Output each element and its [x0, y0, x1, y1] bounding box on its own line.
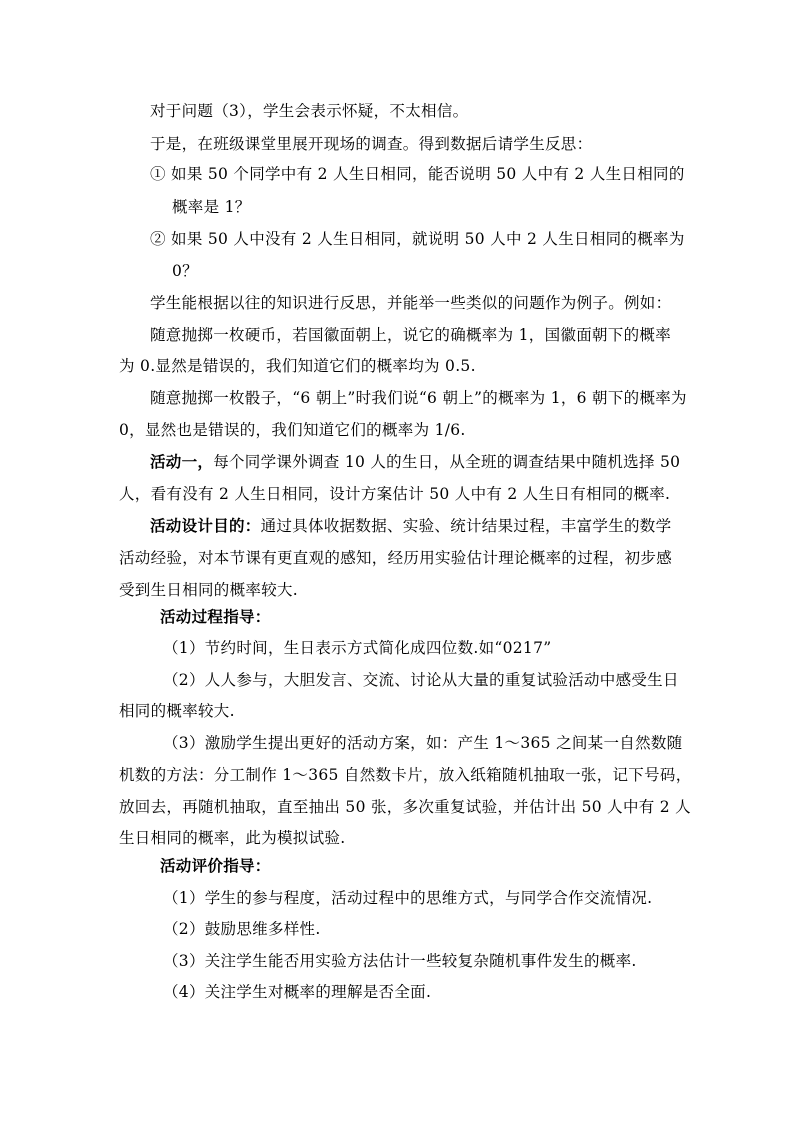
paragraph-line: 随意抛掷一枚骰子，“6 朝上”时我们说“6 朝上”的概率为 1，6 朝下的概率为 — [150, 389, 687, 407]
list-item: （1）节约时间，生日表示方式简化成四位数.如“0217” — [163, 639, 552, 657]
paragraph-line: 为 0.显然是错误的，我们知道它们的概率均为 0.5. — [119, 357, 476, 375]
list-item-1: ① 如果 50 个同学中有 2 人生日相同，能否说明 50 人中有 2 人生日相同的 — [150, 165, 685, 183]
process-guidance-heading: 活动过程指导： — [160, 607, 271, 626]
paragraph-line: 0，显然也是错误的，我们知道它们的概率为 1/6. — [119, 421, 466, 439]
list-item-continued: 相同的概率较大. — [119, 702, 235, 720]
paragraph-line: 活动经验，对本节课有更直观的感知，经历用实验估计理论概率的过程，初步感 — [119, 549, 673, 567]
design-purpose-label: 活动设计目的： — [150, 516, 261, 535]
paragraph-line: 学生能根据以往的知识进行反思，并能举一些类似的问题作为例子。例如： — [150, 294, 672, 312]
paragraph-line: 受到生日相同的概率较大. — [119, 581, 299, 599]
list-item-2-continued: 0？ — [172, 262, 198, 280]
list-item-continued: 放回去，再随机抽取，直至抽出 50 张，多次重复试验，并估计出 50 人中有 2 人 — [119, 798, 691, 816]
evaluation-guidance-heading: 活动评价指导： — [160, 856, 271, 875]
activity-one-label: 活动一， — [150, 452, 214, 471]
list-item: （3）激励学生提出更好的活动方案，如：产生 1～365 之间某一自然数随 — [163, 734, 683, 752]
list-item: （2）人人参与，大胆发言、交流、讨论从大量的重复试验活动中感受生日 — [163, 671, 679, 689]
paragraph-line: 人，看有没有 2 人生日相同，设计方案估计 50 人中有 2 人生日有相同的概率. — [119, 485, 671, 503]
design-purpose-line — [150, 516, 671, 536]
paragraph-line: 随意抛掷一枚硬币，若国徽面朝上，说它的确概率为 1，国徽面朝下的概率 — [150, 326, 671, 344]
list-item: （4）关注学生对概率的理解是否全面. — [163, 983, 432, 1001]
activity-one-line — [150, 452, 680, 472]
list-item: （3）关注学生能否用实验方法估计一些较复杂随机事件发生的概率. — [163, 952, 637, 970]
paragraph-line: 于是，在班级课堂里展开现场的调查。得到数据后请学生反思： — [150, 135, 593, 153]
list-item-continued: 生日相同的概率，此为模拟试验. — [119, 829, 346, 847]
list-item: （1）学生的参与程度，活动过程中的思维方式，与同学合作交流情况. — [163, 889, 653, 907]
list-item-1-continued: 概率是 1？ — [172, 198, 251, 216]
list-item-2: ② 如果 50 人中没有 2 人生日相同，就说明 50 人中 2 人生日相同的概率为 — [150, 230, 685, 248]
paragraph-line: 对于问题（3），学生会表示怀疑，不太相信。 — [150, 102, 469, 120]
activity-one-text: 每个同学课外调查 10 人的生日，从全班的调查结果中随机选择 50 — [213, 453, 681, 471]
list-item: （2）鼓励思维多样性. — [163, 920, 321, 938]
design-purpose-text: 通过具体收据数据、实验、统计结果过程，丰富学生的数学 — [260, 517, 672, 535]
list-item-continued: 机数的方法：分工制作 1～365 自然数卡片，放入纸箱随机抽取一张，记下号码， — [119, 766, 692, 784]
